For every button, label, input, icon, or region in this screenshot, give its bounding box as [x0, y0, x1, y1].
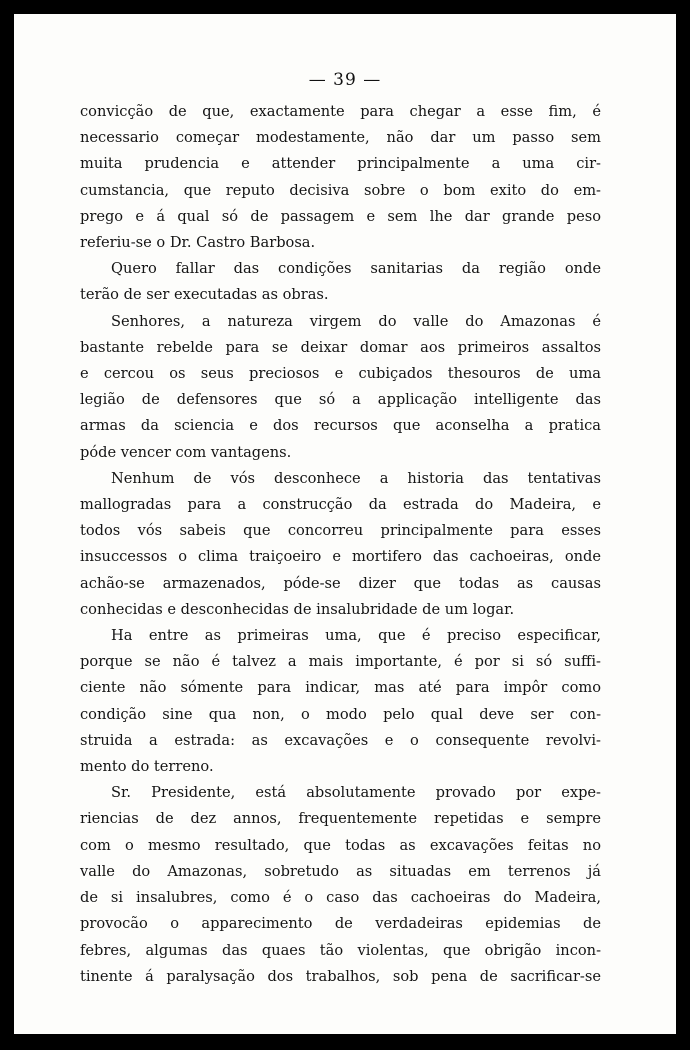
text-line: Sr. Presidente, está absolutamente provado por expe- [111, 784, 601, 802]
paragraph [80, 99, 601, 256]
text-line: Nenhum de vós desconhece a historia das tentativas [111, 469, 601, 487]
text-line: mento do terreno. [80, 758, 214, 776]
text-line: insuccessos o clima traiçoeiro e mortifero das cachoeiras, onde [80, 548, 601, 566]
text-line: todos vós sabeis que concorreu principalmente para esses [80, 522, 601, 540]
paragraph [80, 466, 601, 623]
text-line: riencias de dez annos, frequentemente repetidas e sempre [80, 810, 601, 828]
text-line: struida a estrada: as excavações e o consequente revolvi- [80, 731, 601, 749]
text-line: Ha entre as primeiras uma, que é preciso especificar, [111, 627, 601, 645]
text-line: ciente não sómente para indicar, mas até para impôr como [80, 679, 601, 697]
text-line: cumstancia, que reputo decisiva sobre o bom exito do em- [80, 181, 601, 199]
text-line: terão de ser executadas as obras. [80, 286, 329, 304]
text-line: convicção de que, exactamente para chegar a esse fim, é [80, 103, 601, 120]
paragraph [80, 780, 601, 990]
text-line: conhecidas e desconhecidas de insalubridade de um logar. [80, 600, 515, 618]
text-line: com o mesmo resultado, que todas as excavações feitas no [80, 836, 601, 854]
book-page [14, 14, 676, 1034]
text-line: e cercou os seus preciosos e cubiçados thesouros de uma [80, 365, 601, 383]
text-line: póde vencer com vantagens. [80, 443, 292, 461]
text-line: mallogradas para a construcção da estrada do Madeira, e [80, 496, 601, 514]
text-line: Senhores, a natureza virgem do valle do Amazonas é [111, 312, 601, 330]
paragraph [80, 256, 601, 308]
text-line: prego e á qual só de passagem e sem lhe dar grande peso [80, 207, 601, 225]
text-line: provocão o apparecimento de verdadeiras epidemias de [80, 915, 601, 933]
text-line: achão-se armazenados, póde-se dizer que todas as causas [80, 574, 601, 592]
text-line: muita prudencia e attender principalmente a uma cir- [80, 155, 601, 173]
text-line: porque se não é talvez a mais importante, é por si só suffi- [80, 653, 601, 671]
text-line: Quero fallar das condições sanitarias da região onde [111, 260, 601, 278]
paragraph [80, 309, 601, 466]
text-line: legião de defensores que só a applicação intelligente das [80, 391, 601, 409]
text-line: de si insalubres, como é o caso das cachoeiras do Madeira, [80, 889, 601, 907]
body-text [80, 99, 601, 990]
text-line: armas da sciencia e dos recursos que aconselha a pratica [80, 417, 601, 435]
text-line: tinente á paralysação dos trabalhos, sob pena de sacrificar-se [80, 967, 601, 985]
page-number: — 39 — [308, 70, 382, 90]
text-line: valle do Amazonas, sobretudo as situadas em terrenos já [80, 862, 601, 880]
paragraph [80, 623, 601, 780]
text-line: bastante rebelde para se deixar domar aos primeiros assaltos [80, 338, 601, 356]
text-line: necessario começar modestamente, não dar um passo sem [80, 129, 601, 147]
text-line: febres, algumas das quaes tão violentas, que obrigão incon- [80, 941, 601, 959]
text-line: condição sine qua non, o modo pelo qual deve ser con- [80, 705, 601, 723]
text-line: referiu-se o Dr. Castro Barbosa. [80, 234, 316, 252]
